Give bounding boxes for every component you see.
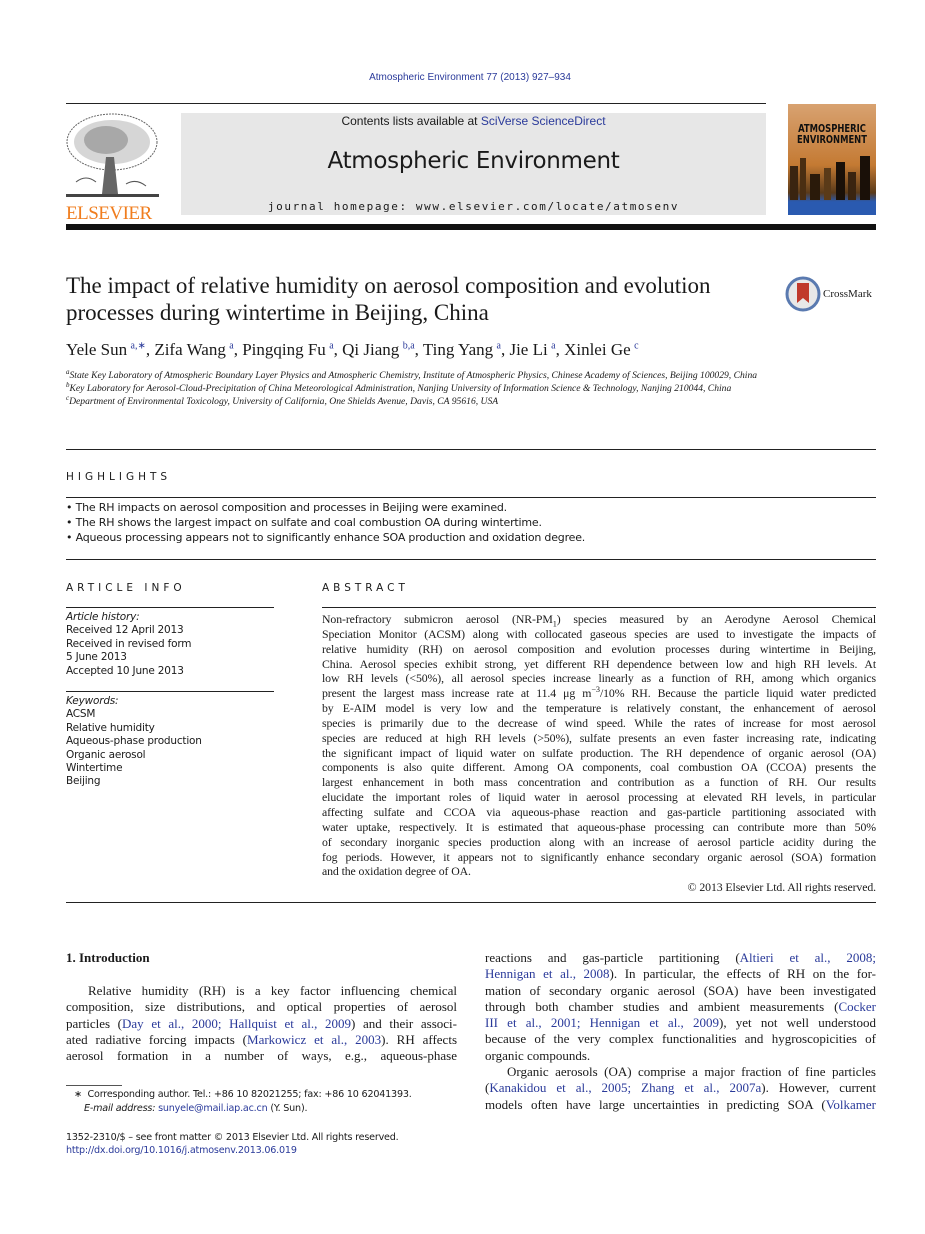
abstract-heading: ABSTRACT	[322, 582, 409, 594]
text-segment: China. Aerosol species exhibit strong, yet different RH dependence between low and high RH levels. At	[322, 656, 876, 671]
history-label: Article history:	[66, 611, 140, 623]
keyword: Organic aerosol	[66, 748, 146, 761]
intro-left-column	[66, 983, 457, 1064]
text-line	[322, 746, 876, 761]
citation-link[interactable]: III et al., 2001; Hennigan et al., 2009	[485, 1015, 719, 1031]
highlight-text: The RH impacts on aerosol composition and processes in Beijing were examined.	[75, 501, 507, 514]
highlights-heading: HIGHLIGHTS	[66, 471, 172, 483]
text-segment: Speciation Monitor (ACSM) along with collocated gaseous species are used to investigate the impacts of	[322, 626, 876, 641]
text-line	[322, 627, 876, 642]
elsevier-tree-icon	[66, 112, 159, 198]
text-line	[322, 716, 876, 731]
text-segment: ). In particular, the effects of RH on the for-	[609, 966, 876, 982]
divider	[66, 691, 274, 692]
author-affiliation-mark[interactable]: b,a	[402, 340, 415, 352]
affiliation-mark: b	[66, 381, 70, 390]
text-segment: low RH levels (<50%), all aerosol species increase linearly as a function of RH, among which organics	[322, 671, 876, 686]
text-line	[322, 775, 876, 790]
journal-cover	[788, 104, 876, 215]
affiliation	[66, 369, 766, 382]
text-segment: species are reduced at high RH levels (>50%), sulfate presents an even faster increasing rate, indicating	[322, 730, 876, 745]
affiliation-text: Key Laboratory for Aerosol-Cloud-Precipitation of China Meteorological Administration, Nanjing University of Information Science & Technology, Nanjing 210044, China	[69, 383, 732, 395]
divider	[322, 607, 876, 608]
contents-label: Contents lists available at	[341, 114, 481, 128]
highlight-text: Aqueous processing appears not to significantly enhance SOA production and oxidation degree.	[75, 531, 586, 544]
author-name[interactable]: Qi Jiang	[342, 340, 400, 359]
citation-link[interactable]: Cocker	[838, 998, 876, 1014]
affiliations	[66, 369, 766, 409]
article-header	[66, 272, 776, 409]
text-segment: ). However, current	[761, 1080, 876, 1096]
article-history	[66, 611, 191, 678]
superscript: −3	[591, 685, 600, 695]
text-segment: reactions and gas-particle partitioning (	[485, 950, 740, 965]
affiliation	[66, 382, 766, 395]
text-segment: water uptake, respectively. It is estimated that aqueous-phase processing can contribute more than 50%	[322, 819, 876, 834]
author-affiliation-mark[interactable]: a	[229, 340, 234, 352]
text-segment: ) species measured by an Aerodyne Aerosol Chemical	[556, 612, 876, 626]
journal-title: Atmospheric Environment	[327, 148, 620, 174]
text-segment: present the largest mass increase rate at 11.4 μg m	[322, 686, 592, 701]
text-line	[322, 671, 876, 686]
journal-homepage[interactable]: journal homepage: www.elsevier.com/locate/atmosenv	[267, 200, 680, 213]
author-affiliation-mark[interactable]: a	[329, 340, 334, 352]
author-affiliation-mark[interactable]: a,∗	[130, 340, 146, 352]
text-segment: the significant impact of liquid water on sulfate production. The RH dependence of organic aerosol (OA)	[322, 745, 876, 760]
doi-link[interactable]: http://dx.doi.org/10.1016/j.atmosenv.2013.06.019	[66, 1145, 297, 1156]
divider	[66, 497, 876, 498]
text-line	[322, 864, 876, 879]
author-affiliation-mark[interactable]: a	[551, 340, 556, 352]
crossmark-label: CrossMark	[823, 288, 872, 300]
footnote-rule	[66, 1085, 122, 1086]
author-name[interactable]: Jie Li	[509, 340, 548, 359]
text-line	[66, 1048, 457, 1064]
citation-link[interactable]: Volkamer	[825, 1096, 876, 1112]
sciencedirect-link[interactable]: SciVerse ScienceDirect	[480, 114, 606, 128]
text-line	[485, 966, 876, 982]
history-item: Received 12 April 2013	[66, 624, 184, 637]
keywords	[66, 695, 202, 789]
text-line	[322, 642, 876, 657]
text-segment: Non-refractory submicron aerosol (NR-PM	[322, 612, 553, 626]
text-segment: species is primarily due to the decrease of wind speed. While the rates of increase for most aerosol	[322, 715, 876, 730]
keyword: Relative humidity	[66, 721, 155, 734]
text-line	[485, 1080, 876, 1096]
text-segment: models often have large uncertainties in predicting SOA (	[485, 1096, 826, 1112]
text-segment: components is also quite different. Among OA components, coal combustion OA (CCOA) presents the	[322, 760, 876, 775]
cover-title: ATMOSPHERIC ENVIRONMENT	[797, 123, 867, 146]
text-line	[322, 790, 876, 805]
author-name[interactable]: Pingqing Fu	[242, 340, 326, 359]
citation-link[interactable]: Hennigan et al., 2008	[485, 966, 610, 982]
text-segment: relative humidity (RH) on aerosol composition and evolution processes during wintertime in Beijing,	[322, 641, 876, 656]
text-segment: elucidate the important roles of liquid water in aerosol processing at elevated RH levels, in particular	[322, 790, 876, 805]
section-heading: 1. Introduction	[66, 950, 150, 965]
issn-line: 1352-2310/$ – see front matter © 2013 Elsevier Ltd. All rights reserved.	[66, 1132, 399, 1143]
text-line	[322, 731, 876, 746]
author-list: Yele Sun $^{a,∗}$, Zifa Wang $^a$, Pingqing Fu $^a$, Qi Jiang $^{b,a}$, Ting Yang $^a$, Jie Li $^a$, Xinlei Ge $^c$	[66, 340, 639, 359]
divider	[66, 607, 274, 608]
affiliation-mark: a	[66, 367, 70, 376]
author-name[interactable]: Xinlei Ge	[564, 340, 631, 359]
text-segment: fog periods. However, it appears not to significantly enhance secondary organic aerosol (SOA) formation	[322, 849, 876, 864]
keyword: Aqueous-phase production	[66, 735, 202, 748]
text-line	[485, 983, 876, 999]
text-line	[322, 657, 876, 672]
affiliation-text: State Key Laboratory of Atmospheric Boundary Layer Physics and Atmospheric Chemistry, Institute of Atmospheric Physics, Chinese Academy of Sciences, Beijing 100029, China	[69, 370, 758, 381]
text-segment: through both chamber studies and ambient measurements (	[485, 998, 839, 1014]
text-line	[485, 1097, 876, 1113]
corresponding-author-note	[74, 1089, 412, 1100]
affiliation-mark: c	[66, 394, 70, 403]
highlight-item: • The RH impacts on aerosol composition and processes in Beijing were examined.	[66, 501, 507, 514]
text-segment: Relative humidity (RH) is a key factor influencing chemical	[88, 983, 457, 998]
text-segment: mation of secondary organic aerosol (SOA) have been investigated	[485, 982, 876, 998]
text-segment: largest enhancement in both mass concentration and contribution as a function of RH. Our results	[322, 775, 876, 790]
text-segment: (	[485, 1080, 490, 1096]
text-segment: ). RH affects	[381, 1031, 458, 1047]
text-segment: and the oxidation degree of OA.	[322, 864, 471, 879]
elsevier-wordmark: ELSEVIER	[66, 203, 152, 224]
abstract-section	[322, 612, 876, 895]
divider	[66, 902, 876, 903]
history-item: 5 June 2013	[66, 651, 127, 664]
history-item: Received in revised form	[66, 637, 192, 650]
text-segment: composition, size distributions, and optical properties of aerosol	[66, 999, 457, 1015]
email-label: E-mail address:	[84, 1103, 159, 1114]
divider	[66, 449, 876, 450]
email-note	[84, 1103, 307, 1114]
footnote-text: Corresponding author. Tel.: +86 10 82021255; fax: +86 10 62041393.	[87, 1089, 412, 1100]
text-line	[66, 1032, 457, 1048]
text-line	[322, 850, 876, 865]
author-name[interactable]: Zifa Wang	[154, 340, 226, 359]
email-link[interactable]: sunyele@mail.iap.ac.cn	[158, 1103, 268, 1114]
text-line	[485, 1064, 876, 1080]
crossmark-button[interactable]	[785, 276, 880, 316]
text-line	[485, 1031, 876, 1047]
divider	[66, 559, 876, 560]
text-segment: ) and their associ-	[351, 1015, 457, 1031]
text-line	[322, 835, 876, 850]
article-title: The impact of relative humidity on aerosol composition and evolution processes during wintertime in Beijing, China	[66, 273, 711, 325]
keywords-label: Keywords:	[66, 695, 119, 707]
text-segment: organic compounds.	[485, 1047, 591, 1063]
text-line	[322, 612, 876, 627]
text-segment: aerosol formation in a number of ways, e.g., aqueous-phase	[66, 1048, 457, 1064]
subscript: 1	[552, 619, 557, 629]
text-segment: ated radiative forcing impacts (	[66, 1031, 248, 1047]
citation-link[interactable]: Altieri et al., 2008;	[739, 950, 876, 965]
text-segment: Organic aerosols (OA) comprise a major fraction of fine particles	[507, 1064, 876, 1080]
affiliation-text: Department of Environmental Toxicology, University of California, One Shields Avenue, Davis, CA 95616, USA	[69, 396, 499, 408]
citation-link[interactable]: Kanakidou et al., 2005; Zhang et al., 2007a	[489, 1080, 762, 1096]
keyword: Beijing	[66, 775, 101, 788]
text-line	[485, 950, 876, 966]
highlight-text: The RH shows the largest impact on sulfate and coal combustion OA during wintertime.	[75, 516, 542, 529]
header-thick-rule	[66, 224, 876, 230]
text-line	[66, 999, 457, 1015]
text-line	[322, 805, 876, 820]
text-segment: because of the very complex functionalities and hygroscopicities of	[485, 1031, 876, 1047]
text-line	[322, 686, 876, 701]
author-name[interactable]: Ting Yang	[422, 340, 494, 359]
keyword: Wintertime	[66, 762, 123, 775]
citation-link[interactable]: Day et al., 2000; Hallquist et al., 2009	[122, 1015, 352, 1031]
text-line	[66, 1016, 457, 1032]
text-line	[322, 760, 876, 775]
divider	[66, 103, 766, 104]
text-segment: affecting sulfate and CCOA via aqueous-phase reaction and gas-particle partitioning associated with	[322, 804, 876, 819]
email-suffix: (Y. Sun).	[267, 1103, 308, 1114]
elsevier-logo	[66, 112, 159, 224]
text-line	[485, 1048, 876, 1064]
author-name[interactable]: Yele Sun	[66, 340, 128, 359]
footnote-mark: ∗	[74, 1089, 82, 1100]
contents-line	[181, 114, 766, 128]
highlight-item: • Aqueous processing appears not to significantly enhance SOA production and oxidation degree.	[66, 531, 586, 544]
text-segment: /10% RH. Because the particle liquid water predicted	[599, 686, 876, 701]
city-skyline-icon	[788, 154, 876, 200]
affiliation	[66, 395, 766, 408]
text-segment: ), yet not well understood	[719, 1015, 876, 1031]
highlight-item: • The RH shows the largest impact on sulfate and coal combustion OA during wintertime.	[66, 516, 542, 529]
copyright: © 2013 Elsevier Ltd. All rights reserved.	[687, 880, 876, 895]
text-line	[485, 1015, 876, 1031]
text-line	[66, 983, 457, 999]
article-info-heading: ARTICLE INFO	[66, 582, 186, 594]
crossmark-icon	[785, 276, 821, 312]
history-item: Accepted 10 June 2013	[66, 664, 184, 677]
text-line	[485, 999, 876, 1015]
text-segment: particles (	[66, 1015, 123, 1031]
keyword: ACSM	[66, 708, 96, 721]
text-line	[322, 820, 876, 835]
text-segment: of secondary inorganic species production along with an increase of aerosol particle acidity during the	[322, 834, 876, 849]
abstract-body	[322, 612, 876, 879]
intro-right-column	[485, 950, 876, 1113]
author-affiliation-mark[interactable]: c	[634, 340, 639, 352]
author-affiliation-mark[interactable]: a	[496, 340, 501, 352]
journal-reference[interactable]: Atmospheric Environment 77 (2013) 927–934	[369, 72, 571, 83]
text-segment: by E-AIM model is very low and the temperature is relatively constant, the enhancement of aerosol	[322, 701, 876, 716]
citation-link[interactable]: Markowicz et al., 2003	[247, 1031, 382, 1047]
text-line	[322, 701, 876, 716]
